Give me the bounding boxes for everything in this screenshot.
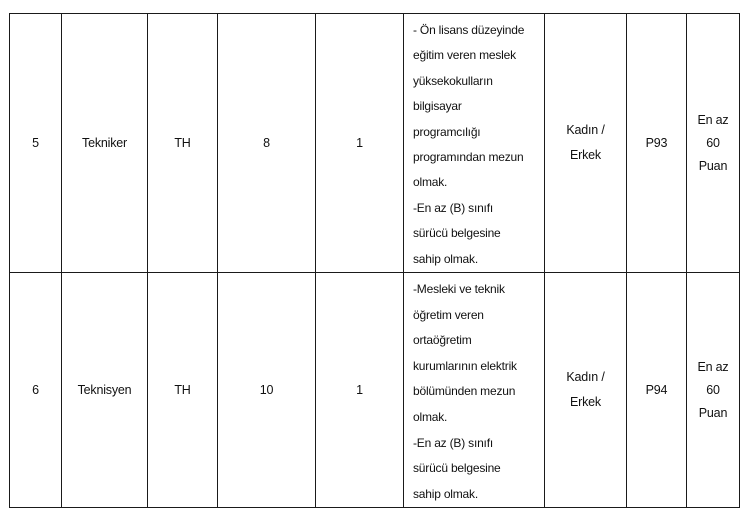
requirement-line: sürücü belgesine <box>413 461 501 476</box>
minimum-score-cell <box>687 273 740 508</box>
gender-cell <box>545 273 627 508</box>
position-count-cell: 1 <box>316 14 404 273</box>
requirement-line: -En az (B) sınıfı <box>413 200 493 215</box>
requirement-line: -Mesleki ve teknik <box>413 282 505 297</box>
minimum-score-cell <box>687 14 740 273</box>
requirement-line: olmak. <box>413 410 448 425</box>
score-line: En az <box>697 112 729 127</box>
position-title-cell: Tekniker <box>62 14 148 273</box>
requirement-line: yüksekokulların <box>413 73 493 88</box>
row-number-cell: 6 <box>10 273 62 508</box>
grade-cell: 8 <box>218 14 316 273</box>
requirement-line: eğitim veren meslek <box>413 48 516 63</box>
requirement-line: programından mezun <box>413 150 524 165</box>
score-line: Puan <box>698 405 728 420</box>
requirement-line: olmak. <box>413 175 448 190</box>
gender-line: Erkek <box>570 395 601 410</box>
requirement-line: bölümünden mezun <box>413 384 516 399</box>
kpss-code-cell: P94 <box>627 273 687 508</box>
score-line: 60 <box>706 135 720 150</box>
table-row <box>10 14 740 273</box>
requirement-line: ortaöğretim <box>413 333 472 348</box>
requirement-line: bilgisayar <box>413 99 462 114</box>
gender-cell <box>545 14 627 273</box>
position-count-cell: 1 <box>316 273 404 508</box>
table-row <box>10 273 740 508</box>
requirement-line: sahip olmak. <box>413 486 478 501</box>
requirements-cell <box>404 273 545 508</box>
position-title-cell: Teknisyen <box>62 273 148 508</box>
requirement-line: sürücü belgesine <box>413 226 501 241</box>
requirement-line: programcılığı <box>413 124 481 139</box>
class-code-cell: TH <box>148 273 218 508</box>
gender-line: Erkek <box>570 148 601 163</box>
class-code-cell: TH <box>148 14 218 273</box>
score-line: En az <box>697 359 729 374</box>
requirement-line: sahip olmak. <box>413 251 478 266</box>
requirement-line: kurumlarının elektrik <box>413 358 517 373</box>
grade-cell: 10 <box>218 273 316 508</box>
kpss-code-cell: P93 <box>627 14 687 273</box>
score-line: Puan <box>698 158 728 173</box>
score-line: 60 <box>706 382 720 397</box>
positions-table <box>9 13 740 508</box>
gender-line: Kadın / <box>566 370 605 385</box>
requirement-line: - Ön lisans düzeyinde <box>413 23 525 37</box>
row-number-cell: 5 <box>10 14 62 273</box>
requirement-line: öğretim veren <box>413 307 484 322</box>
gender-line: Kadın / <box>566 123 605 138</box>
requirement-line: -En az (B) sınıfı <box>413 435 493 450</box>
requirements-cell <box>404 14 545 273</box>
